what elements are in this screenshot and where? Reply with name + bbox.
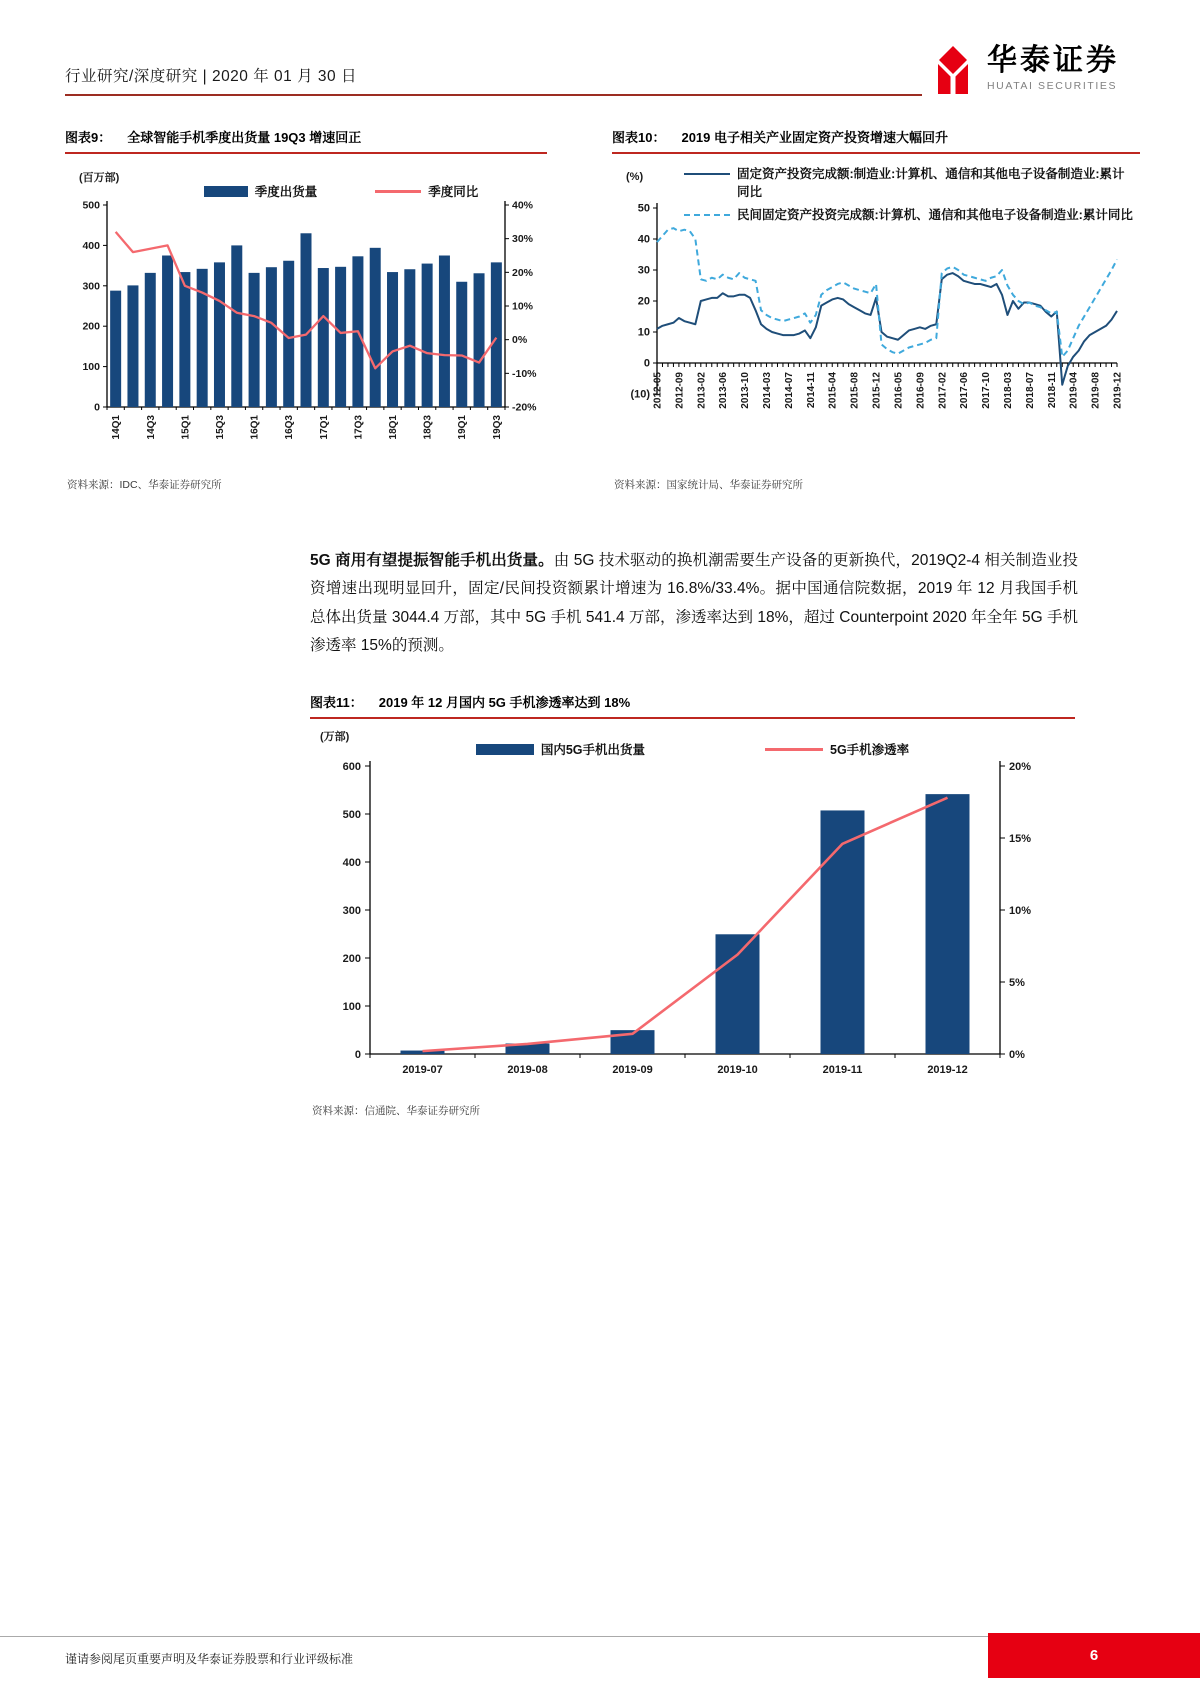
svg-text:600: 600 [342,761,361,773]
figure-9-plot [65,197,547,475]
svg-text:2013-02: 2013-02 [696,372,708,409]
legend-item-5g-penetration: 5G手机渗透率 [765,740,909,758]
figure-11-plot [310,752,1075,1090]
svg-text:0: 0 [94,401,100,414]
svg-text:19Q1: 19Q1 [457,415,469,440]
figure-10 [612,125,1140,497]
report-category-date: 行业研究/深度研究 | 2020 年 01 月 30 日 [65,68,357,85]
svg-text:14Q3: 14Q3 [145,415,157,440]
figure-9-title-text: 全球智能手机季度出货量 19Q3 增速回正 [127,130,362,145]
svg-text:30%: 30% [512,233,534,246]
svg-text:2019-11: 2019-11 [822,1064,863,1076]
svg-text:2019-10: 2019-10 [717,1064,758,1076]
brand-name-en: HUATAI SECURITIES [987,80,1118,92]
brand-text [987,44,1119,92]
figure-10-source: 资料来源：国家统计局、华泰证券研究所 [614,479,803,491]
figure-11-label: 图表11： [310,695,363,710]
figure-11 [310,690,1075,1125]
svg-text:200: 200 [82,320,100,333]
svg-text:2019-04: 2019-04 [1068,372,1080,409]
svg-text:2019-12: 2019-12 [927,1064,968,1076]
figure-10-unit: (%) [626,171,644,183]
bar-swatch-icon [204,186,248,197]
svg-text:2018-03: 2018-03 [1002,372,1014,409]
svg-text:5%: 5% [1009,977,1025,989]
figure-10-plot [612,200,1140,445]
body-paragraph [310,547,1078,661]
line-swatch-icon [765,748,823,751]
figure-10-title [612,127,1140,154]
svg-text:20%: 20% [512,266,534,279]
svg-text:2013-06: 2013-06 [718,372,730,409]
svg-text:(10): (10) [630,388,650,401]
svg-text:20%: 20% [1009,761,1032,773]
figure-9-source: 资料来源：IDC、华泰证券研究所 [67,479,222,491]
svg-text:19Q3: 19Q3 [491,415,503,440]
figure-9-unit: (百万部) [79,172,120,184]
svg-text:500: 500 [82,199,100,212]
page-number-badge [988,1633,1200,1678]
svg-text:-20%: -20% [512,401,537,414]
svg-text:2014-03: 2014-03 [762,372,774,409]
svg-text:0%: 0% [512,334,528,347]
svg-text:2019-08: 2019-08 [507,1064,548,1076]
svg-text:2013-10: 2013-10 [740,372,752,409]
svg-text:17Q1: 17Q1 [318,415,330,440]
legend-item-yoy: 季度同比 [375,182,478,200]
svg-text:2019-12: 2019-12 [1112,372,1124,409]
legend-item-private-fai: 民间固定资产投资完成额:计算机、通信和其他电子设备制造业:累计同比 [684,206,1134,224]
svg-text:2016-09: 2016-09 [915,372,927,409]
svg-text:2015-08: 2015-08 [849,372,861,409]
legend-item-5g-shipments: 国内5G手机出货量 [476,740,645,758]
header-rule [65,94,922,96]
figure-11-source: 资料来源：信通院、华泰证券研究所 [312,1105,480,1117]
svg-text:2012-05: 2012-05 [652,372,664,409]
svg-text:10%: 10% [512,300,534,313]
svg-text:2018-11: 2018-11 [1046,372,1058,409]
svg-text:30: 30 [637,264,650,277]
svg-text:18Q1: 18Q1 [388,415,400,440]
solid-line-swatch-icon [684,173,730,175]
svg-text:10: 10 [637,326,650,339]
svg-text:2015-04: 2015-04 [827,372,839,409]
figure-11-title [310,692,1075,719]
svg-text:500: 500 [342,809,361,821]
svg-text:40%: 40% [512,199,534,212]
svg-text:17Q3: 17Q3 [353,415,365,440]
footer-disclaimer: 谨请参阅尾页重要声明及华泰证券股票和行业评级标准 [65,1652,354,1666]
svg-text:2017-10: 2017-10 [981,372,993,409]
svg-text:300: 300 [82,280,100,293]
paragraph-lead: 5G 商用有望提振智能手机出货量。 [310,551,554,569]
huatai-logo-icon [928,44,978,96]
svg-text:2016-05: 2016-05 [893,372,905,409]
svg-text:100: 100 [82,361,100,374]
page-number: 6 [1089,1647,1099,1664]
svg-text:2015-12: 2015-12 [871,372,883,409]
figure-9-label: 图表9： [65,130,112,145]
svg-text:2019-09: 2019-09 [612,1064,653,1076]
svg-text:14Q1: 14Q1 [111,415,123,440]
svg-text:-10%: -10% [512,367,537,380]
svg-text:10%: 10% [1009,905,1032,917]
svg-text:2014-07: 2014-07 [783,372,795,409]
svg-text:400: 400 [342,857,361,869]
svg-text:100: 100 [342,1001,361,1013]
svg-text:0: 0 [354,1049,361,1061]
svg-text:2019-07: 2019-07 [402,1064,443,1076]
svg-text:2019-08: 2019-08 [1090,371,1102,409]
svg-text:2018-07: 2018-07 [1024,372,1036,409]
svg-text:15%: 15% [1009,833,1032,845]
paragraph-body: 由 5G 技术驱动的换机潮需要生产设备的更新换代，2019Q2-4 相关制造业投资增速出现明显回升，固定/民间投资额累计增速为 16.8%/33.4%。据中国通信院数据，2019 年 12 月我国手机总体出货量 3044.4 万部，其中 5G 手机 541.4 万部，渗透率达到 18%，超过 Counterpoint 2020 年全年 5G 手机渗透率 15%的预测。 [310,551,1079,654]
svg-text:15Q3: 15Q3 [214,415,226,440]
svg-text:400: 400 [82,239,100,252]
svg-text:2012-09: 2012-09 [674,372,686,409]
svg-text:16Q1: 16Q1 [249,415,261,440]
svg-text:40: 40 [637,233,650,246]
figure-11-title-text: 2019 年 12 月国内 5G 手机渗透率达到 18% [378,695,631,710]
figure-11-unit: (万部) [320,731,350,743]
brand-name-cn: 华泰证券 [987,44,1119,77]
svg-text:15Q1: 15Q1 [180,415,192,440]
svg-text:0: 0 [643,357,650,370]
legend-item-shipments: 季度出货量 [204,182,318,200]
svg-text:2014-11: 2014-11 [805,372,817,409]
figure-9-title [65,127,547,154]
svg-text:20: 20 [637,295,650,308]
svg-text:18Q3: 18Q3 [422,415,434,440]
svg-text:2017-02: 2017-02 [937,372,949,409]
legend-item-fai: 固定资产投资完成额:制造业:计算机、通信和其他电子设备制造业:累计同比 [684,165,1134,201]
line-swatch-icon [375,190,421,193]
svg-text:200: 200 [342,953,361,965]
brand-block [928,44,1119,96]
svg-text:2017-06: 2017-06 [959,372,971,409]
svg-text:16Q3: 16Q3 [284,415,296,440]
svg-text:300: 300 [342,905,361,917]
svg-text:0%: 0% [1009,1049,1025,1061]
svg-text:50: 50 [637,202,650,215]
figure-10-title-text: 2019 电子相关产业固定资产投资增速大幅回升 [681,130,949,145]
figure-9 [65,125,547,497]
figure-10-label: 图表10： [612,130,666,145]
